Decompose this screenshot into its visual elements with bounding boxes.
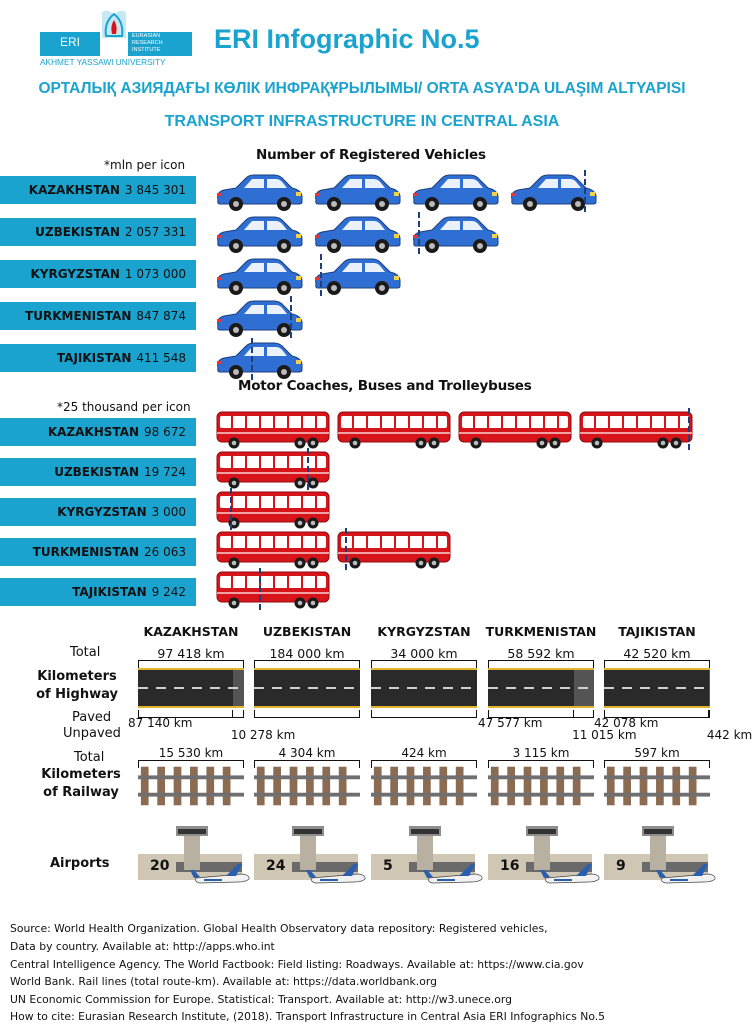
fraction-cut-line	[259, 568, 261, 610]
country-name: TURKMENISTAN	[32, 545, 139, 559]
university-name: AKHMET YASSAWI UNIVERSITY	[40, 57, 166, 67]
fraction-cut-line	[320, 254, 322, 296]
country-name: TAJIKISTAN	[56, 351, 132, 365]
airports-label: Airports	[50, 856, 110, 871]
vehicles-unit-note: *mln per icon	[104, 158, 186, 172]
car-icon	[508, 172, 584, 212]
car-icon	[214, 340, 251, 380]
country-name: KYRGYZSTAN	[57, 505, 147, 519]
country-name: UZBEKISTAN	[35, 225, 120, 239]
unpaved-value: 442 km	[706, 728, 752, 742]
paved-label: Paved	[72, 710, 112, 725]
car-icon	[312, 214, 402, 254]
airport-count: 9	[616, 858, 626, 874]
dimension-line	[371, 660, 477, 668]
road-center-dashes	[254, 687, 360, 689]
logo-text: ERI	[60, 35, 81, 49]
dimension-line	[138, 660, 244, 668]
country-name: KYRGYZSTAN	[30, 267, 120, 281]
railway-icon	[138, 766, 244, 806]
railway-total-value: 424 km	[401, 746, 447, 760]
country-value: 98 672	[144, 425, 186, 439]
dimension-line	[488, 660, 594, 668]
paved-dimension-line	[254, 710, 360, 718]
dimension-line	[254, 660, 360, 668]
country-name: KAZAKHSTAN	[47, 425, 139, 439]
country-name: KAZAKHSTAN	[28, 183, 120, 197]
fraction-cut-line	[290, 296, 292, 338]
bus-icon	[216, 570, 259, 610]
unpaved-value: 11 015 km	[572, 728, 637, 742]
railway-icon	[604, 766, 710, 806]
bus-icon	[216, 450, 307, 490]
country-value: 3 845 301	[124, 183, 186, 197]
country-row-label	[0, 458, 196, 486]
bus-icon	[216, 530, 331, 570]
vehicles-title: Number of Registered Vehicles	[256, 147, 486, 163]
unpaved-dimension-line	[233, 710, 244, 718]
car-icon	[312, 172, 402, 212]
road-center-dashes	[604, 687, 710, 689]
highway-total-value: 97 418 km	[157, 646, 225, 661]
paved-value: 42 078 km	[594, 716, 659, 730]
source-line: Data by country. Available at: http://apps.who.int	[10, 940, 275, 953]
road-icon	[254, 668, 360, 708]
fraction-cut-line	[418, 212, 420, 254]
country-column-header: KAZAKHSTAN	[143, 624, 239, 639]
logo-line: RESEARCH	[132, 40, 163, 46]
railway-total-value: 15 530 km	[158, 746, 224, 760]
car-icon	[410, 172, 500, 212]
unpaved-dimension-line	[709, 710, 710, 718]
country-column-header: UZBEKISTAN	[262, 624, 352, 639]
fraction-cut-line	[307, 448, 309, 490]
buses-title: Motor Coaches, Buses and Trolleybuses	[238, 378, 532, 394]
country-name: TAJIKISTAN	[72, 585, 147, 599]
country-value: 9 242	[151, 585, 186, 599]
source-line: World Bank. Rail lines (total route-km). Available at: https://data.worldbank.org	[10, 975, 437, 988]
railway-icon	[488, 766, 594, 806]
source-line: How to cite: Eurasian Research Institute, (2018). Transport Infrastructure in Central Asia ERI Infographics No.5	[10, 1010, 606, 1023]
fraction-cut-line	[230, 488, 232, 530]
highway-title-line: of Highway	[36, 687, 118, 702]
highway-total-value: 58 592 km	[507, 646, 575, 661]
country-row-label	[0, 302, 196, 330]
country-row-label	[0, 176, 196, 204]
country-row-label	[0, 260, 196, 288]
airport-count: 16	[500, 858, 520, 874]
railway-icon	[254, 766, 360, 806]
airport-icon	[488, 826, 600, 888]
country-value: 2 057 331	[124, 225, 186, 239]
source-line: Source: World Health Organization. Global Health Observatory data repository: Registered vehicles,	[10, 922, 548, 935]
railway-total-value: 3 115 km	[512, 746, 570, 760]
country-value: 19 724	[144, 465, 186, 479]
subtitle-local: ОРТАЛЫҚ АЗИЯДАҒЫ КӨЛІК ИНФРАҚҰРЫЛЫМЫ/ ORTA ASYA'DA ULAŞIM ALTYAPISI	[38, 80, 686, 97]
road-icon	[604, 668, 710, 708]
railway-icon	[371, 766, 477, 806]
railway-title	[26, 766, 136, 802]
railway-total-value: 4 304 km	[278, 746, 336, 760]
airport-icon	[371, 826, 483, 888]
car-icon	[214, 298, 290, 338]
country-column-header: TAJIKISTAN	[618, 624, 696, 639]
bus-icon	[458, 410, 573, 450]
airport-icon	[138, 826, 250, 888]
bus-icon	[337, 410, 452, 450]
airport-count: 24	[266, 858, 286, 874]
fraction-cut-line	[688, 408, 690, 450]
country-value: 1 073 000	[124, 267, 186, 281]
airport-icon	[254, 826, 366, 888]
dimension-line	[604, 660, 710, 668]
unpaved-dimension-line	[574, 710, 594, 718]
country-column-header: TURKMENISTAN	[485, 624, 597, 639]
country-column-header: KYRGYZSTAN	[377, 624, 471, 639]
country-row-label	[0, 218, 196, 246]
road-center-dashes	[138, 687, 244, 689]
road-icon	[488, 668, 594, 708]
bus-icon	[216, 490, 230, 530]
country-row-label	[0, 344, 196, 372]
railway-title-line: Kilometers	[41, 767, 121, 782]
country-row-label	[0, 538, 196, 566]
road-icon	[371, 668, 477, 708]
highway-title-line: Kilometers	[37, 669, 117, 684]
paved-value: 87 140 km	[128, 716, 193, 730]
car-icon	[312, 256, 320, 296]
logo-right-text	[132, 33, 163, 54]
airport-icon	[604, 826, 716, 888]
country-row-label	[0, 418, 196, 446]
railway-title-line: of Railway	[43, 785, 119, 800]
road-center-dashes	[488, 687, 594, 689]
unpaved-value: 10 278 km	[230, 728, 296, 742]
paved-value: 47 577 km	[478, 716, 543, 730]
country-value: 26 063	[144, 545, 186, 559]
railway-total-value: 597 km	[634, 746, 680, 760]
car-icon	[214, 214, 304, 254]
buses-unit-note: *25 thousand per icon	[57, 400, 191, 414]
bus-icon	[579, 410, 688, 450]
country-row-label	[0, 498, 196, 526]
highway-title	[22, 668, 132, 704]
road-icon	[138, 668, 244, 708]
highway-total-value: 184 000 km	[269, 646, 345, 661]
bus-icon	[216, 410, 331, 450]
paved-dimension-line	[371, 710, 477, 718]
country-name: UZBEKISTAN	[54, 465, 139, 479]
highway-total-value: 34 000 km	[390, 646, 458, 661]
logo-line: EURASIAN	[132, 33, 161, 39]
country-name: TURKMENISTAN	[25, 309, 132, 323]
page-title: ERI Infographic No.5	[214, 24, 480, 54]
country-row-label	[0, 578, 196, 606]
airport-count: 5	[383, 858, 393, 874]
country-value: 411 548	[136, 351, 186, 365]
airport-count: 20	[150, 858, 170, 874]
fraction-cut-line	[251, 338, 253, 380]
unpaved-label: Unpaved	[63, 726, 121, 741]
bus-icon	[337, 530, 345, 570]
car-icon	[214, 172, 304, 212]
fraction-cut-line	[345, 528, 347, 570]
car-icon	[410, 214, 418, 254]
country-value: 3 000	[151, 505, 186, 519]
subtitle-en: TRANSPORT INFRASTRUCTURE IN CENTRAL ASIA	[164, 113, 560, 130]
eri-logo	[40, 6, 200, 66]
logo-line: INSTITUTE	[132, 47, 161, 53]
fraction-cut-line	[584, 170, 586, 212]
highway-total-value: 42 520 km	[623, 646, 691, 661]
country-value: 847 874	[136, 309, 186, 323]
railway-total-label: Total	[74, 750, 105, 765]
car-icon	[214, 256, 304, 296]
source-line: Central Intelligence Agency. The World Factbook: Field listing: Roadways. Available at: https://www.cia.gov	[10, 958, 584, 971]
highway-total-label: Total	[70, 645, 101, 660]
source-line: UN Economic Commission for Europe. Statistical: Transport. Available at: http://w3.unece.org	[10, 993, 512, 1006]
road-center-dashes	[371, 687, 477, 689]
